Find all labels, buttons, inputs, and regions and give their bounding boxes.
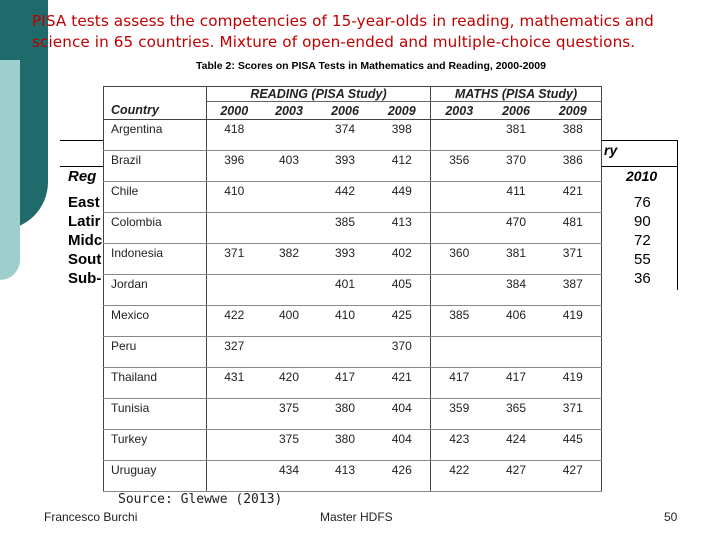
score-cell: 375 — [262, 399, 317, 430]
header-reading-year: 2000 — [207, 102, 262, 120]
table-row — [104, 368, 602, 399]
score-cell — [207, 275, 262, 306]
score-cell: 404 — [374, 399, 431, 430]
score-cell: 384 — [488, 275, 545, 306]
table-row — [104, 244, 602, 275]
footer-course: Master HDFS — [320, 510, 393, 524]
footer-author: Francesco Burchi — [44, 510, 138, 524]
score-cell: 393 — [317, 151, 374, 182]
bg-table-region: Midc — [68, 232, 103, 249]
score-cell: 426 — [374, 461, 431, 492]
table-row — [104, 306, 602, 337]
score-cell: 420 — [262, 368, 317, 399]
score-cell — [262, 120, 317, 151]
score-cell: 375 — [262, 430, 317, 461]
header-maths-year: 2003 — [431, 102, 488, 120]
bg-table-value: 36 — [634, 270, 651, 287]
score-cell: 434 — [262, 461, 317, 492]
score-cell: 380 — [317, 430, 374, 461]
score-cell: 405 — [374, 275, 431, 306]
score-cell: 371 — [207, 244, 262, 275]
score-cell: 356 — [431, 151, 488, 182]
bg-table-rule — [60, 166, 105, 167]
score-cell — [431, 120, 488, 151]
score-cell: 425 — [374, 306, 431, 337]
score-cell: 413 — [374, 213, 431, 244]
country-cell: Brazil — [104, 151, 207, 182]
score-cell: 481 — [545, 213, 602, 244]
score-cell: 393 — [317, 244, 374, 275]
score-cell: 424 — [488, 430, 545, 461]
score-cell: 386 — [545, 151, 602, 182]
country-cell: Colombia — [104, 213, 207, 244]
country-cell: Thailand — [104, 368, 207, 399]
header-reading-year: 2009 — [374, 102, 431, 120]
table-year-header-row — [104, 102, 602, 120]
score-cell: 413 — [317, 461, 374, 492]
header-cell-empty — [104, 87, 207, 102]
header-reading-group: READING (PISA Study) — [207, 87, 431, 102]
score-cell: 371 — [545, 399, 602, 430]
header-country: Country — [104, 102, 207, 120]
score-cell: 410 — [317, 306, 374, 337]
score-cell: 412 — [374, 151, 431, 182]
country-cell: Tunisia — [104, 399, 207, 430]
score-cell: 396 — [207, 151, 262, 182]
score-cell: 410 — [207, 182, 262, 213]
header-reading-year: 2006 — [317, 102, 374, 120]
table-row — [104, 399, 602, 430]
decor-light-teal-shape — [0, 60, 20, 280]
bg-table-header-year: 2010 — [626, 168, 658, 184]
score-cell — [262, 275, 317, 306]
score-cell — [488, 337, 545, 368]
score-cell: 417 — [488, 368, 545, 399]
score-cell: 417 — [431, 368, 488, 399]
country-cell: Argentina — [104, 120, 207, 151]
table-row — [104, 151, 602, 182]
table-row — [104, 213, 602, 244]
score-cell — [262, 337, 317, 368]
score-cell: 421 — [545, 182, 602, 213]
score-cell: 418 — [207, 120, 262, 151]
header-maths-year: 2006 — [488, 102, 545, 120]
pisa-scores-table — [103, 86, 602, 492]
bg-table-border — [677, 140, 678, 290]
score-cell: 470 — [488, 213, 545, 244]
score-cell: 419 — [545, 368, 602, 399]
score-cell: 370 — [488, 151, 545, 182]
score-cell: 327 — [207, 337, 262, 368]
header-maths-group: MATHS (PISA Study) — [431, 87, 602, 102]
table-group-header-row — [104, 87, 602, 102]
bg-table-value: 72 — [634, 232, 651, 249]
score-cell: 431 — [207, 368, 262, 399]
score-cell: 401 — [317, 275, 374, 306]
score-cell: 374 — [317, 120, 374, 151]
score-cell: 360 — [431, 244, 488, 275]
bg-table-region: Latir — [68, 213, 101, 230]
score-cell: 427 — [488, 461, 545, 492]
bg-table-rule — [600, 166, 678, 167]
source-note: Source: Glewwe (2013) — [118, 492, 283, 507]
bg-table-header-country: ry — [604, 142, 618, 158]
score-cell — [262, 182, 317, 213]
score-cell: 411 — [488, 182, 545, 213]
table-row — [104, 461, 602, 492]
score-cell: 387 — [545, 275, 602, 306]
score-cell: 381 — [488, 244, 545, 275]
country-cell: Jordan — [104, 275, 207, 306]
slide-title: PISA tests assess the competencies of 15-year-olds in reading, mathematics and science in 65 countries. Mixture of open-ended and multiple-choice questions. — [32, 12, 654, 51]
table-row — [104, 430, 602, 461]
score-cell: 371 — [545, 244, 602, 275]
header-maths-year: 2009 — [545, 102, 602, 120]
score-cell — [431, 337, 488, 368]
bg-table-rule — [600, 140, 678, 141]
score-cell: 417 — [317, 368, 374, 399]
bg-table-header-region: Reg — [68, 168, 97, 185]
score-cell — [431, 213, 488, 244]
bg-table-region: Sout — [68, 251, 102, 268]
score-cell: 422 — [207, 306, 262, 337]
score-cell — [317, 337, 374, 368]
score-cell: 381 — [488, 120, 545, 151]
country-cell: Uruguay — [104, 461, 207, 492]
bg-table-value: 55 — [634, 251, 651, 268]
score-cell — [545, 337, 602, 368]
score-cell — [207, 213, 262, 244]
country-cell: Indonesia — [104, 244, 207, 275]
table-row — [104, 337, 602, 368]
table-title: Table 2: Scores on PISA Tests in Mathematics and Reading, 2000-2009 — [196, 60, 546, 72]
score-cell — [207, 461, 262, 492]
score-cell — [431, 275, 488, 306]
score-cell: 388 — [545, 120, 602, 151]
bg-table-region: Sub- — [68, 270, 102, 287]
bg-table-value: 90 — [634, 213, 651, 230]
score-cell: 423 — [431, 430, 488, 461]
table-row — [104, 275, 602, 306]
country-cell: Peru — [104, 337, 207, 368]
score-cell: 380 — [317, 399, 374, 430]
score-cell: 385 — [431, 306, 488, 337]
score-cell — [431, 182, 488, 213]
score-cell — [262, 213, 317, 244]
country-cell: Chile — [104, 182, 207, 213]
score-cell: 445 — [545, 430, 602, 461]
country-cell: Turkey — [104, 430, 207, 461]
score-cell: 382 — [262, 244, 317, 275]
bg-table-region: East — [68, 194, 100, 211]
score-cell: 404 — [374, 430, 431, 461]
score-cell: 403 — [262, 151, 317, 182]
score-cell: 419 — [545, 306, 602, 337]
table-row — [104, 182, 602, 213]
score-cell: 398 — [374, 120, 431, 151]
score-cell: 365 — [488, 399, 545, 430]
score-cell: 370 — [374, 337, 431, 368]
score-cell: 402 — [374, 244, 431, 275]
score-cell: 406 — [488, 306, 545, 337]
score-cell: 359 — [431, 399, 488, 430]
score-cell: 449 — [374, 182, 431, 213]
table-row — [104, 120, 602, 151]
score-cell: 421 — [374, 368, 431, 399]
score-cell — [207, 399, 262, 430]
score-cell: 385 — [317, 213, 374, 244]
bg-table-rule — [60, 140, 105, 141]
page-number: 50 — [664, 510, 678, 524]
score-cell: 400 — [262, 306, 317, 337]
score-cell — [207, 430, 262, 461]
header-reading-year: 2003 — [262, 102, 317, 120]
bg-table-value: 76 — [634, 194, 651, 211]
country-cell: Mexico — [104, 306, 207, 337]
score-cell: 422 — [431, 461, 488, 492]
score-cell: 442 — [317, 182, 374, 213]
score-cell: 427 — [545, 461, 602, 492]
